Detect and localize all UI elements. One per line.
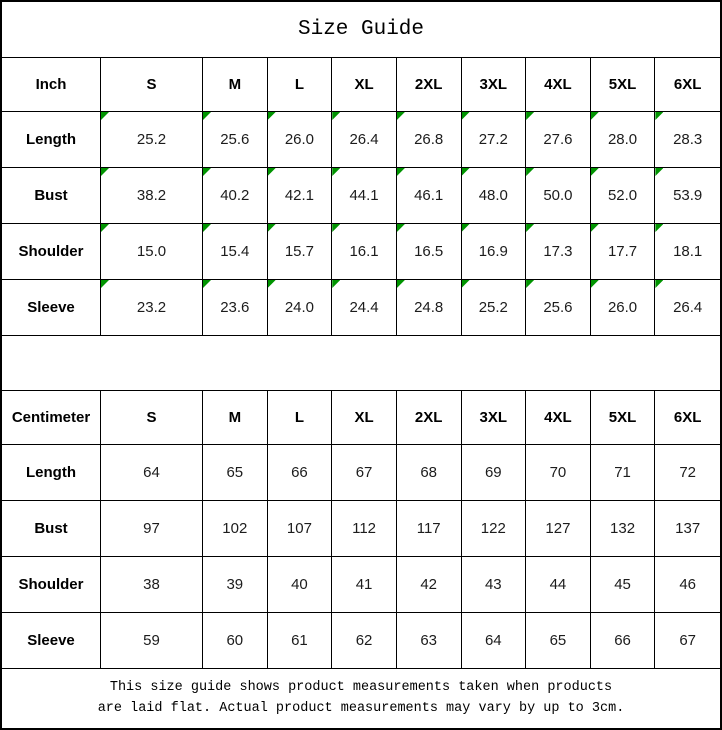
table-spacer	[2, 336, 720, 391]
measurement-value: 16.1	[349, 243, 379, 260]
measurement-value: 72	[679, 464, 697, 481]
measurement-value: 38.2	[136, 187, 167, 204]
green-triangle-flag-icon	[268, 224, 276, 232]
green-triangle-flag-icon	[397, 280, 405, 288]
measurement-value: 65	[226, 464, 244, 481]
measurement-value: 117	[416, 520, 441, 537]
measurement-cell	[397, 112, 462, 168]
measurement-value: 68	[420, 464, 438, 481]
measurement-cell	[203, 224, 268, 280]
measurement-cell	[203, 280, 268, 336]
measurement-value: 26.0	[284, 131, 315, 148]
size-column-header: M	[203, 58, 268, 112]
measurement-cell	[332, 224, 397, 280]
measurement-cell	[397, 224, 462, 280]
row-label: Bust	[2, 168, 101, 224]
green-triangle-flag-icon	[655, 280, 663, 288]
green-triangle-flag-icon	[462, 112, 470, 120]
size-column-header: 6XL	[655, 391, 720, 445]
measurement-cell	[332, 280, 397, 336]
measurement-value: 16.9	[478, 243, 508, 260]
measurement-cell	[526, 501, 591, 557]
measurement-cell	[526, 445, 591, 501]
measurement-cell	[655, 224, 720, 280]
size-column-header: 3XL	[462, 58, 527, 112]
measurement-value: 46.1	[414, 187, 444, 204]
measurement-value: 65	[549, 632, 567, 649]
measurement-cell	[591, 613, 656, 669]
measurement-cell	[332, 613, 397, 669]
measurement-value: 24.0	[284, 299, 315, 316]
page-title: Size Guide	[297, 18, 425, 41]
measurement-value: 127	[545, 520, 571, 537]
measurement-value: 41	[355, 576, 373, 593]
measurement-cell	[526, 168, 591, 224]
measurement-value: 97	[143, 520, 160, 537]
row-label: Shoulder	[2, 224, 101, 280]
measurement-value: 39	[226, 576, 244, 593]
row-label: Shoulder	[2, 557, 101, 613]
measurement-cell	[397, 501, 462, 557]
size-table-centimeter	[2, 391, 720, 669]
measurement-cell	[101, 557, 203, 613]
measurement-cell	[203, 112, 268, 168]
measurement-value: 71	[614, 464, 631, 481]
measurement-value: 67	[679, 632, 697, 649]
measurement-cell	[397, 280, 462, 336]
measurement-cell	[591, 280, 656, 336]
measurement-value: 24.4	[349, 299, 379, 316]
green-triangle-flag-icon	[101, 280, 109, 288]
green-triangle-flag-icon	[101, 112, 109, 120]
green-triangle-flag-icon	[268, 112, 276, 120]
green-triangle-flag-icon	[462, 280, 470, 288]
measurement-value: 112	[352, 520, 377, 537]
measurement-cell	[203, 445, 268, 501]
measurement-cell	[268, 168, 333, 224]
size-column-header: XL	[332, 391, 397, 445]
green-triangle-flag-icon	[655, 112, 663, 120]
measurement-value: 28.0	[607, 131, 638, 148]
measurement-cell	[397, 445, 462, 501]
measurement-value: 64	[143, 464, 160, 481]
measurement-value: 50.0	[543, 187, 573, 204]
measurement-cell	[332, 557, 397, 613]
size-column-header: S	[101, 58, 203, 112]
measurement-value: 43	[484, 576, 502, 593]
measurement-value: 27.2	[478, 131, 508, 148]
measurement-value: 26.8	[414, 131, 444, 148]
footer-note-line1: This size guide shows product measurements taken when products	[109, 679, 613, 695]
green-triangle-flag-icon	[397, 224, 405, 232]
measurement-value: 16.5	[414, 243, 444, 260]
measurement-cell	[332, 501, 397, 557]
measurement-cell	[101, 501, 203, 557]
green-triangle-flag-icon	[268, 280, 276, 288]
measurement-cell	[462, 224, 527, 280]
measurement-cell	[655, 445, 720, 501]
measurement-value: 64	[484, 632, 502, 649]
green-triangle-flag-icon	[397, 112, 405, 120]
measurement-cell	[655, 112, 720, 168]
measurement-value: 60	[226, 632, 244, 649]
green-triangle-flag-icon	[332, 280, 340, 288]
measurement-value: 28.3	[673, 131, 703, 148]
measurement-cell	[591, 501, 656, 557]
measurement-cell	[526, 224, 591, 280]
measurement-value: 102	[222, 520, 248, 537]
measurement-value: 69	[484, 464, 502, 481]
size-column-header: XL	[332, 58, 397, 112]
measurement-cell	[101, 445, 203, 501]
measurement-value: 15.7	[284, 243, 315, 260]
measurement-value: 25.2	[136, 131, 167, 148]
green-triangle-flag-icon	[397, 168, 405, 176]
green-triangle-flag-icon	[332, 112, 340, 120]
measurement-cell	[462, 112, 527, 168]
measurement-cell	[591, 224, 656, 280]
measurement-value: 67	[355, 464, 373, 481]
measurement-cell	[526, 112, 591, 168]
measurement-cell	[462, 168, 527, 224]
measurement-value: 18.1	[673, 243, 703, 260]
measurement-value: 17.3	[543, 243, 573, 260]
measurement-cell	[655, 168, 720, 224]
green-triangle-flag-icon	[203, 112, 211, 120]
measurement-value: 17.7	[607, 243, 638, 260]
measurement-value: 42.1	[284, 187, 315, 204]
measurement-value: 40	[291, 576, 308, 593]
measurement-cell	[655, 501, 720, 557]
size-column-header: 2XL	[397, 58, 462, 112]
green-triangle-flag-icon	[101, 168, 109, 176]
row-label: Sleeve	[2, 613, 101, 669]
measurement-cell	[203, 168, 268, 224]
measurement-value: 15.4	[220, 243, 250, 260]
measurement-cell	[591, 168, 656, 224]
measurement-cell	[655, 557, 720, 613]
size-column-header: L	[268, 391, 333, 445]
size-column-header: 2XL	[397, 391, 462, 445]
size-column-header: S	[101, 391, 203, 445]
measurement-value: 25.6	[220, 131, 250, 148]
measurement-cell	[203, 613, 268, 669]
measurement-value: 38	[143, 576, 160, 593]
measurement-cell	[332, 112, 397, 168]
measurement-value: 59	[143, 632, 160, 649]
green-triangle-flag-icon	[203, 168, 211, 176]
measurement-cell	[397, 613, 462, 669]
row-label: Bust	[2, 501, 101, 557]
green-triangle-flag-icon	[203, 224, 211, 232]
unit-header-cell: Inch	[2, 58, 101, 112]
measurement-cell	[101, 112, 203, 168]
measurement-value: 63	[420, 632, 438, 649]
green-triangle-flag-icon	[332, 168, 340, 176]
row-label: Length	[2, 445, 101, 501]
measurement-cell	[332, 445, 397, 501]
measurement-cell	[397, 168, 462, 224]
measurement-cell	[268, 613, 333, 669]
measurement-value: 66	[291, 464, 308, 481]
green-triangle-flag-icon	[655, 224, 663, 232]
measurement-value: 24.8	[414, 299, 444, 316]
size-column-header: 5XL	[591, 391, 656, 445]
measurement-value: 107	[286, 520, 312, 537]
green-triangle-flag-icon	[268, 168, 276, 176]
measurement-value: 70	[549, 464, 567, 481]
measurement-value: 45	[614, 576, 631, 593]
measurement-cell	[101, 168, 203, 224]
measurement-value: 44.1	[349, 187, 379, 204]
green-triangle-flag-icon	[101, 224, 109, 232]
measurement-cell	[268, 112, 333, 168]
measurement-value: 15.0	[136, 243, 167, 260]
measurement-cell	[655, 280, 720, 336]
size-column-header: 4XL	[526, 391, 591, 445]
measurement-cell	[655, 613, 720, 669]
unit-header-cell: Centimeter	[2, 391, 101, 445]
measurement-cell	[268, 280, 333, 336]
green-triangle-flag-icon	[203, 280, 211, 288]
measurement-cell	[526, 280, 591, 336]
footer-note-line2: are laid flat. Actual product measurements may vary by up to 3cm.	[97, 700, 625, 716]
measurement-value: 26.4	[673, 299, 703, 316]
size-column-header: 6XL	[655, 58, 720, 112]
green-triangle-flag-icon	[462, 224, 470, 232]
measurement-cell	[591, 445, 656, 501]
measurement-cell	[462, 280, 527, 336]
measurement-cell	[268, 224, 333, 280]
measurement-value: 62	[355, 632, 373, 649]
measurement-value: 46	[679, 576, 697, 593]
measurement-value: 23.6	[220, 299, 250, 316]
measurement-cell	[203, 557, 268, 613]
measurement-cell	[101, 613, 203, 669]
measurement-value: 53.9	[673, 187, 703, 204]
measurement-value: 48.0	[478, 187, 508, 204]
measurement-value: 25.6	[543, 299, 573, 316]
size-column-header: 5XL	[591, 58, 656, 112]
measurement-value: 40.2	[220, 187, 250, 204]
measurement-cell	[462, 557, 527, 613]
measurement-cell	[462, 445, 527, 501]
measurement-cell	[462, 501, 527, 557]
measurement-value: 61	[291, 632, 308, 649]
measurement-cell	[591, 557, 656, 613]
green-triangle-flag-icon	[655, 168, 663, 176]
green-triangle-flag-icon	[332, 224, 340, 232]
size-column-header: 4XL	[526, 58, 591, 112]
measurement-cell	[591, 112, 656, 168]
measurement-value: 52.0	[607, 187, 638, 204]
measurement-value: 27.6	[543, 131, 573, 148]
measurement-value: 122	[480, 520, 506, 537]
size-column-header: M	[203, 391, 268, 445]
measurement-value: 23.2	[136, 299, 167, 316]
footer-note	[2, 669, 720, 728]
measurement-value: 137	[675, 520, 701, 537]
measurement-cell	[332, 168, 397, 224]
green-triangle-flag-icon	[591, 280, 599, 288]
measurement-cell	[526, 613, 591, 669]
measurement-value: 132	[610, 520, 636, 537]
row-label: Length	[2, 112, 101, 168]
title-row	[2, 2, 720, 58]
measurement-cell	[203, 501, 268, 557]
measurement-value: 66	[614, 632, 631, 649]
green-triangle-flag-icon	[526, 168, 534, 176]
measurement-cell	[268, 445, 333, 501]
measurement-value: 42	[420, 576, 438, 593]
measurement-value: 25.2	[478, 299, 508, 316]
green-triangle-flag-icon	[591, 224, 599, 232]
row-label: Sleeve	[2, 280, 101, 336]
green-triangle-flag-icon	[526, 280, 534, 288]
measurement-value: 26.0	[607, 299, 638, 316]
measurement-cell	[268, 501, 333, 557]
measurement-cell	[101, 280, 203, 336]
size-column-header: 3XL	[462, 391, 527, 445]
size-table-inch	[2, 58, 720, 336]
measurement-value: 26.4	[349, 131, 379, 148]
green-triangle-flag-icon	[591, 168, 599, 176]
measurement-cell	[526, 557, 591, 613]
size-column-header: L	[268, 58, 333, 112]
measurement-cell	[101, 224, 203, 280]
green-triangle-flag-icon	[591, 112, 599, 120]
green-triangle-flag-icon	[462, 168, 470, 176]
measurement-cell	[268, 557, 333, 613]
measurement-value: 44	[549, 576, 567, 593]
measurement-cell	[397, 557, 462, 613]
green-triangle-flag-icon	[526, 112, 534, 120]
green-triangle-flag-icon	[526, 224, 534, 232]
measurement-cell	[462, 613, 527, 669]
